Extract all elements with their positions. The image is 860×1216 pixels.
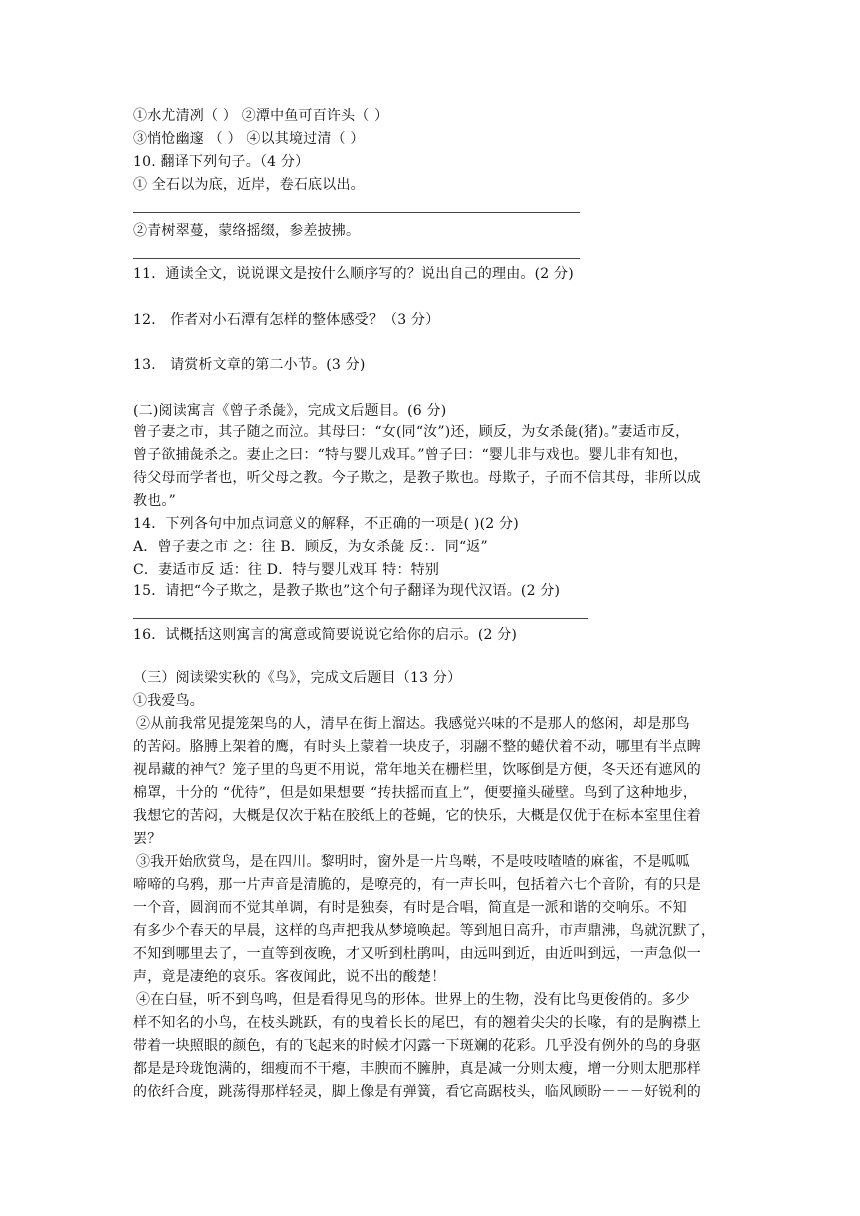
section3-para2-line6: 罢？ [133,831,162,847]
q14-options-cd: C．妻适市反 适：往 D．特与婴儿戏耳 特：特别 [133,562,440,578]
q11: 11．通读全文，说说课文是按什么顺序写的？说出自己的理由。(2 分) [133,266,574,282]
q10-sentence1: ① 全石以为底，近岸，卷石底以出。 [133,177,365,193]
section3-para4-line2: 样不知名的小鸟，在枝头跳跃，有的曳着长长的尾巴，有的翘着尖尖的长喙，有的是胸襟上 [133,1015,701,1031]
section2-passage-line4: 教也。” [133,493,176,509]
section3-para3-line2: 啼啼的乌鸦，那一片声音是清脆的，是嘹亮的，有一声长叫，包括着六七个音阶，有的只是 [133,877,701,893]
answer-line-q10-1 [133,212,580,213]
q12: 12． 作者对小石潭有怎样的整体感受？（3 分） [133,312,440,328]
q14-options-ab: A．曾子妻之市 之：往 B．顾反，为女杀彘 反：．同“返” [133,539,488,555]
q13: 13． 请赏析文章的第二小节。(3 分) [133,357,366,373]
q16: 16．试概括这则寓言的寓意或简要说说它给你的启示。(2 分) [133,627,518,643]
section3-para3-line1: ③我开始欣赏鸟，是在四川。黎明时，窗外是一片鸟啭，不是吱吱喳喳的麻雀，不是呱呱 [136,854,690,870]
answer-line-q10-2 [133,258,580,259]
section3-heading: （三）阅读梁实秋的《鸟》，完成文后题目（13 分） [133,670,462,686]
section3-para2-line3: 视昂藏的神气？笼子里的鸟更不用说，常年地关在栅栏里，饮啄倒是方便，冬天还有遮风的 [133,762,701,778]
section3-para1: ①我爱鸟。 [133,693,204,709]
section3-para4-line1: ④在白昼，听不到鸟鸣，但是看得见鸟的形体。世界上的生物，没有比鸟更俊俏的。多少 [136,992,690,1008]
q10-sentence2: ②青树翠蔓，蒙络摇缀，参差披拂。 [133,223,361,239]
answer-line-q15 [133,618,588,619]
section3-para3-line3: 一个音，圆润而不觉其单调，有时是独奏，有时是合唱，简直是一派和谐的交响乐。不知 [133,900,687,916]
section3-para3-line4: 有多少个春天的早晨，这样的鸟声把我从梦境唤起。等到旭日高升，市声鼎沸，鸟就沉默了， [133,923,716,939]
section3-para4-line3: 带着一块照眼的颜色，有的飞起来的时候才闪露一下斑斓的花彩。几乎没有例外的鸟的身驱 [133,1038,701,1054]
q15: 15．请把“今子欺之，是教子欺也”这个句子翻译为现代汉语。(2 分) [133,583,561,599]
section3-para2-line2: 的苦闷。胳膊上架着的鹰，有时头上蒙着一块皮子，羽翮不整的蜷伏着不动，哪里有半点睥 [133,739,701,755]
section3-para3-line5: 不知到哪里去了，一直等到夜晚，才又听到杜鹃叫，由远叫到近，由近叫到远，一声急似一 [133,946,701,962]
section3-para2-line1: ②从前我常见提笼架鸟的人，清早在街上溜达。我感觉兴味的不是那人的悠闲，却是那鸟 [136,716,690,732]
section3-para2-line5: 我想它的苦闷，大概是仅次于粘在胶纸上的苍蝇，它的快乐，大概是仅优于在标本室里住着 [133,808,701,824]
q9-items-line2: ③悄怆幽邃 （ ） ④以其境过清（ ） [133,131,365,147]
section2-heading: (二)阅读寓言《曾子杀彘》，完成文后题目。(6 分) [133,403,447,419]
section3-para2-line4: 棉罩，十分的 “优待”，但是如果想要 “抟扶摇而直上”，便要撞头碰壁。鸟到了这种地步， [133,785,698,801]
q14-stem: 14．下列各句中加点词意义的解释，不正确的一项是( )(2 分) [133,516,519,532]
section2-passage-line1: 曾子妻之市，其子随之而泣。其母曰：“女(同“汝”)还，顾反，为女杀彘(猪)。”妻适市反， [133,424,690,440]
section3-para3-line6: 声，竟是凄绝的哀乐。客夜闻此，说不出的酸楚！ [133,969,446,985]
section2-passage-line2: 曾子欲捕彘杀之。妻止之曰：“特与婴儿戏耳。”曾子曰：“婴儿非与戏也。婴儿非有知也， [133,447,688,463]
q9-items-line1: ①水尤清冽（ ） ②潭中鱼可百许头（ ） [133,108,389,124]
section2-passage-line3: 待父母而学者也，听父母之教。今子欺之，是教子欺也。母欺子，子而不信其母，非所以成 [133,470,701,486]
q10-stem: 10. 翻译下列句子。（4 分） [133,154,310,170]
section3-para4-line5: 的依纤合度，跳荡得那样轻灵，脚上像是有弹簧，看它高踞枝头，临风顾盼－－－好锐利的 [133,1084,701,1100]
section3-para4-line4: 都是是玲珑饱满的，细瘦而不干瘪，丰腴而不臃肿，真是减一分则太瘦，增一分则太肥那样 [133,1061,701,1077]
